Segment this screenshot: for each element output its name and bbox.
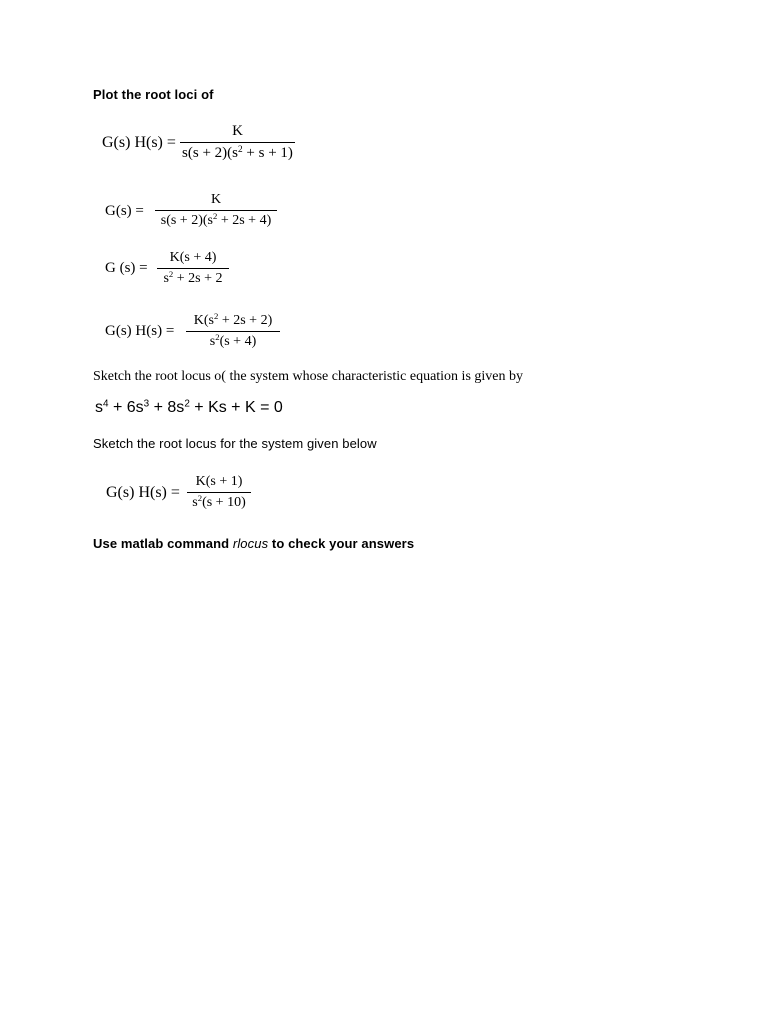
matlab-instruction: Use matlab command rlocus to check your answers — [93, 536, 415, 551]
equation-4-fraction — [186, 311, 280, 349]
equation-4-lhs: G(s) H(s) = — [105, 323, 175, 339]
equation-4-denominator: $s^2(s + 4)$ — [209, 332, 257, 349]
equation-4-numerator: $K(s^2 + 2s + 2)$ — [193, 311, 273, 328]
equation-1-fraction — [180, 124, 295, 161]
equation-3-numerator: K(s + 4) — [169, 250, 217, 265]
equation-1-denominator: $s(s + 2)(s^2 + s + 1)$ — [182, 144, 293, 161]
sketch-characteristic-text: Sketch the root locus o( the system whose characteristic equation is given by — [93, 369, 524, 384]
equation-2-lhs: G(s) = — [105, 203, 144, 219]
equation-2-denominator: $s(s + 2)(s^2 + 2s + 4)$ — [160, 211, 272, 228]
fraction-bar — [186, 331, 280, 332]
characteristic-equation: $s^4 + 6s^3 + 8s^2 + Ks + K = 0$ — [95, 398, 283, 416]
heading-plot-root-loci: Plot the root loci of — [93, 87, 214, 102]
fraction-bar — [157, 268, 229, 269]
equation-1-numerator: K — [232, 123, 243, 139]
system-equation-denominator: $s^2(s + 10)$ — [192, 493, 246, 510]
equation-3-lhs: G (s) = — [105, 260, 148, 276]
equation-1-lhs: G(s) H(s) = — [102, 134, 176, 151]
matlab-command-rlocus: rlocus — [232, 536, 269, 551]
fraction-bar — [180, 142, 295, 143]
equation-3-denominator: $s^2 + 2s + 2$ — [163, 269, 223, 286]
system-equation-lhs: G(s) H(s) = — [106, 484, 180, 501]
system-equation-numerator: K(s + 1) — [195, 474, 243, 489]
sketch-system-text: Sketch the root locus for the system given below — [93, 436, 377, 451]
fraction-bar — [187, 492, 251, 493]
equation-3-fraction — [157, 251, 229, 286]
equation-2-fraction — [155, 193, 277, 228]
system-equation-fraction — [187, 475, 251, 510]
equation-2-numerator: K — [210, 192, 222, 207]
